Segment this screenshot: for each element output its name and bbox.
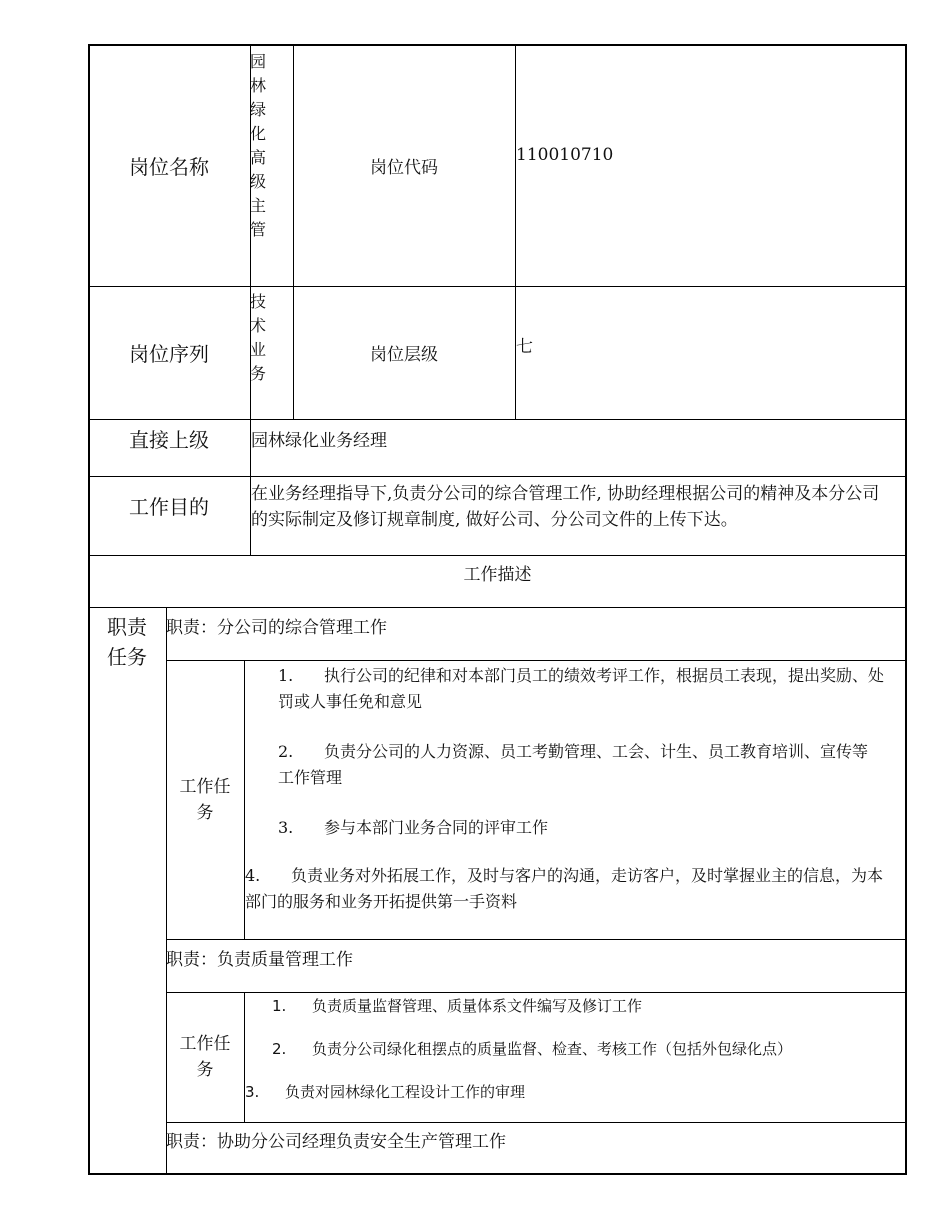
- sequence-label: 岗位序列: [129, 342, 209, 366]
- superior-label: 直接上级: [129, 427, 209, 452]
- duty-1-title: 职责：分公司的综合管理工作: [166, 618, 387, 638]
- task-text: 负责对园林绿化工程设计工作的审理: [285, 1083, 526, 1101]
- duty-2-title: 职责：负责质量管理工作: [166, 950, 353, 970]
- level-label: 岗位层级: [370, 345, 438, 365]
- position-name-value: 园林绿化高级主管: [250, 52, 267, 239]
- superior-value: 园林绿化业务经理: [251, 431, 387, 451]
- task-number: 1.: [278, 666, 294, 685]
- position-code-label: 岗位代码: [370, 157, 438, 178]
- col-divider: [244, 992, 245, 1123]
- duties-label: 职责任务: [107, 615, 147, 669]
- position-code-value: 110010710: [516, 145, 614, 165]
- row-divider: [166, 1122, 907, 1123]
- purpose-value: 在业务经理指导下,负责分公司的综合管理工作, 协助经理根据公司的精神及本分公司的实际制定及修订规章制度, 做好公司、分公司文件的上传下达。: [251, 484, 880, 530]
- task-text: 负责业务对外拓展工作，及时与客户的沟通，走访客户，及时掌握业主的信息，为本部门的服务和业务开拓提供第一手资料: [245, 866, 884, 911]
- row-divider: [166, 939, 907, 940]
- task-text: 负责分公司的人力资源、员工考勤管理、工会、计生、员工教育培训、宣传等工作管理: [278, 742, 869, 787]
- task-text: 负责分公司绿化租摆点的质量监督、检查、考核工作（包括外包绿化点）: [312, 1040, 793, 1058]
- task-text: 执行公司的纪律和对本部门员工的绩效考评工作，根据员工表现，提出奖励、处罚或人事任免和意见: [278, 666, 885, 711]
- duty-1-task-label: 工作任务: [179, 777, 231, 823]
- task-number: 2.: [278, 742, 294, 761]
- duty-1-task-4: [245, 863, 891, 915]
- task-text: 负责质量监督管理、质量体系文件编写及修订工作: [312, 997, 643, 1015]
- task-number: 3.: [245, 1083, 260, 1101]
- task-number: 4.: [245, 866, 261, 885]
- task-number: 1.: [272, 997, 287, 1015]
- duty-1-task-2: [278, 739, 878, 791]
- duty-2-task-3: [245, 1081, 525, 1102]
- row-divider: [166, 992, 907, 993]
- duty-2-task-2: [272, 1038, 792, 1059]
- duty-1-task-1: [278, 663, 888, 715]
- task-number: 3.: [278, 818, 294, 837]
- row-divider: [88, 607, 907, 608]
- sequence-value: 技术业务: [250, 292, 267, 383]
- purpose-label: 工作目的: [129, 494, 209, 519]
- row-divider: [166, 660, 907, 661]
- duty-3-title: 职责：协助分公司经理负责安全生产管理工作: [166, 1132, 506, 1152]
- position-name-label: 岗位名称: [129, 154, 209, 179]
- task-text: 参与本部门业务合同的评审工作: [324, 818, 549, 837]
- duty-2-task-label: 工作任务: [179, 1034, 231, 1080]
- task-number: 2.: [272, 1040, 287, 1058]
- description-title: 工作描述: [463, 564, 532, 585]
- duty-1-task-3: [278, 815, 878, 841]
- level-value: 七: [516, 337, 533, 357]
- col-divider: [515, 44, 516, 420]
- duty-2-task-1: [272, 995, 642, 1016]
